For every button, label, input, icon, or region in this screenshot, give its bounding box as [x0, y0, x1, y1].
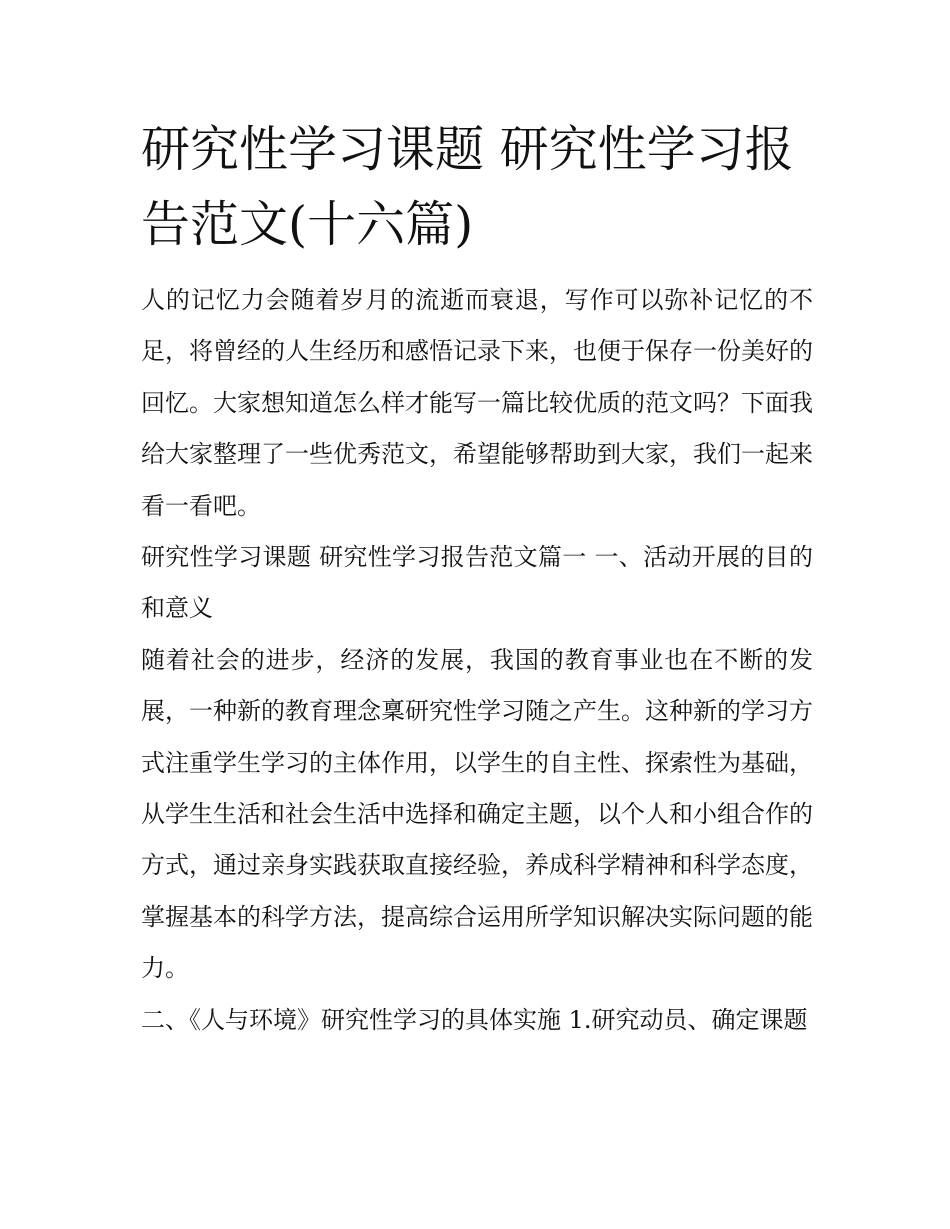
section-subheading: 二、《人与环境》研究性学习的具体实施 1.研究动员、确定课题 — [141, 1005, 808, 1034]
intro-paragraph: 人的记忆力会随着岁月的流逝而衰退，写作可以弥补记忆的不足，将曾经的人生经历和感悟记录下来，也便于保存一份美好的回忆。大家想知道怎么样才能写一篇比较优质的范文吗？下面我给大家整理了一些优秀范文，希望能够帮助到大家，我们一起来看一看吧。 — [141, 286, 813, 520]
document-title: 研究性学习课题 研究性学习报告范文(十六篇) — [141, 121, 794, 253]
section-heading: 研究性学习课题 研究性学习报告范文篇一 一、活动开展的目的和意义 — [141, 543, 813, 623]
body-paragraph: 随着社会的进步，经济的发展，我国的教育事业也在不断的发展，一种新的教育理念稟研究性学习随之产生。这种新的学习方式注重学生学习的主体作用，以学生的自主性、探索性为基础，从学生生活和社会生活中选择和确定主题，以个人和小组合作的方式，通过亲身实践获取直接经验，养成科学精神和科学态度，掌握基本的科学方法，提高综合运用所学知识解决实际问题的能力。 — [141, 645, 813, 983]
document-page — [141, 112, 813, 1046]
